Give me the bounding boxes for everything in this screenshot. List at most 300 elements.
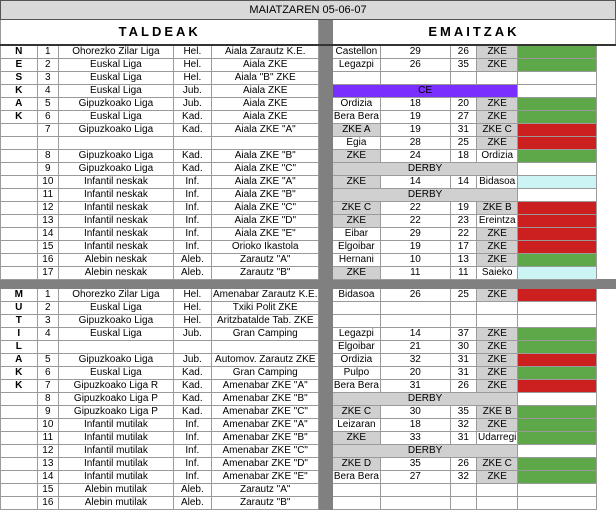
away-team: Ereintza xyxy=(477,215,518,228)
home-team: Bera Bera xyxy=(333,111,379,122)
column-separator xyxy=(319,341,332,354)
result-status-indicator xyxy=(518,458,597,471)
group-letter xyxy=(1,254,38,267)
table-row xyxy=(1,367,616,380)
column-separator xyxy=(319,45,332,59)
home-team: Hernani xyxy=(332,254,380,267)
table-row xyxy=(1,202,616,215)
match-note: DERBY xyxy=(332,393,517,406)
group-letter: U xyxy=(1,302,38,315)
home-team: Egia xyxy=(332,137,380,150)
group-letter: L xyxy=(1,341,38,354)
group-letter xyxy=(1,124,38,137)
away-team xyxy=(477,302,518,315)
result-status-indicator xyxy=(518,98,597,111)
away-team: ZKE xyxy=(477,380,518,393)
column-separator xyxy=(319,393,332,406)
league-name: Gipuzkoako Liga xyxy=(59,150,174,163)
table-row xyxy=(1,215,616,228)
match-note: DERBY xyxy=(332,445,517,458)
league-name: Infantil neskak xyxy=(59,241,174,254)
away-score: 18 xyxy=(450,150,476,163)
column-separator xyxy=(319,98,332,111)
team-name: Gran Camping xyxy=(211,367,319,380)
team-number: 14 xyxy=(37,228,59,241)
column-separator xyxy=(319,20,332,46)
table-row xyxy=(1,328,616,341)
column-separator xyxy=(319,315,332,328)
group-letter xyxy=(1,228,38,241)
header-emaitzak: EMAITZAK xyxy=(332,20,615,46)
result-status-indicator xyxy=(518,176,597,189)
title-row xyxy=(1,1,616,20)
group-letter: S xyxy=(1,72,38,85)
team-name: Aiala ZKE "A" xyxy=(211,124,319,137)
away-score: 31 xyxy=(450,432,476,445)
away-team: ZKE xyxy=(477,111,518,124)
team-name: Aiala ZKE "A" xyxy=(211,176,319,189)
league-name: Euskal Liga xyxy=(59,328,174,341)
header-taldeak: TALDEAK xyxy=(1,20,319,46)
team-name: Aiala ZKE "E" xyxy=(211,228,319,241)
result-status-indicator xyxy=(518,393,597,406)
result-status-indicator xyxy=(518,111,597,124)
home-team xyxy=(332,302,380,315)
home-team: Elgoibar xyxy=(332,241,380,254)
away-score: 32 xyxy=(450,419,476,432)
result-status-indicator xyxy=(518,59,597,72)
column-separator xyxy=(319,354,332,367)
team-number xyxy=(37,137,59,150)
team-name: Aiala ZKE "D" xyxy=(211,215,319,228)
away-team xyxy=(477,315,518,328)
category: Inf. xyxy=(173,458,211,471)
table-row xyxy=(1,72,616,85)
group-letter: I xyxy=(1,328,38,341)
sheet-title: MAIATZAREN 05-06-07 xyxy=(1,1,616,20)
category: Kad. xyxy=(173,163,211,176)
group-letter xyxy=(1,471,38,484)
away-score: 25 xyxy=(450,289,476,302)
category: Hel. xyxy=(173,59,211,72)
group-letter xyxy=(1,189,38,202)
column-separator xyxy=(319,163,332,176)
team-number: 8 xyxy=(37,393,59,406)
team-number: 9 xyxy=(37,163,59,176)
category: Kad. xyxy=(173,406,211,419)
column-separator xyxy=(319,241,332,254)
home-team xyxy=(332,72,380,85)
team-name: Amenabar ZKE "A" xyxy=(211,380,319,393)
league-name: Infantil mutilak xyxy=(59,419,174,432)
home-score: 14 xyxy=(380,328,450,341)
team-number: 13 xyxy=(37,215,59,228)
table-row xyxy=(1,406,616,419)
away-score: 32 xyxy=(450,471,476,484)
section-divider xyxy=(1,280,616,289)
group-letter xyxy=(1,137,38,150)
group-letter xyxy=(1,202,38,215)
away-team: Saieko xyxy=(477,267,518,280)
league-name: Ohorezko Zilar Liga xyxy=(59,45,174,59)
table-row xyxy=(1,189,616,202)
team-name: Aiala Zarautz K.E. xyxy=(211,45,319,59)
team-name: Zarautz "B" xyxy=(211,497,319,510)
team-name: Aiala ZKE xyxy=(211,111,319,124)
team-number: 10 xyxy=(37,176,59,189)
league-name: Alebin mutilak xyxy=(59,497,174,510)
league-name: Infantil neskak xyxy=(59,215,174,228)
result-status-indicator xyxy=(518,228,597,241)
home-team: ZKE xyxy=(332,215,380,228)
team-number: 11 xyxy=(37,189,59,202)
group-letter xyxy=(1,176,38,189)
result-status-indicator xyxy=(518,354,597,367)
category: Kad. xyxy=(173,367,211,380)
away-team: ZKE xyxy=(477,341,518,354)
column-separator xyxy=(319,380,332,393)
away-team: ZKE xyxy=(477,471,518,484)
column-separator xyxy=(319,328,332,341)
category: Kad. xyxy=(173,393,211,406)
home-team: Pulpo xyxy=(332,367,380,380)
category: Aleb. xyxy=(173,497,211,510)
result-status-indicator xyxy=(518,367,597,380)
league-name: Euskal Liga xyxy=(59,367,174,380)
home-team: ZKE C xyxy=(332,202,380,215)
category: Kad. xyxy=(173,380,211,393)
result-status-indicator xyxy=(518,45,597,59)
result-status-indicator xyxy=(518,72,597,85)
column-separator xyxy=(319,189,332,202)
result-status-indicator xyxy=(518,85,597,98)
group-letter: A xyxy=(1,98,38,111)
team-number: 5 xyxy=(37,354,59,367)
group-letter xyxy=(1,215,38,228)
league-name: Alebin neskak xyxy=(59,267,174,280)
away-team: Udarregi xyxy=(478,432,517,443)
group-letter xyxy=(1,241,38,254)
league-name: Gipuzkoako Liga xyxy=(59,315,174,328)
league-name: Gipuzkoako Liga P xyxy=(59,406,174,419)
column-separator xyxy=(319,176,332,189)
team-name: Aiala ZKE xyxy=(211,85,319,98)
group-letter: K xyxy=(1,85,38,98)
league-name: Infantil mutilak xyxy=(59,432,174,445)
column-separator xyxy=(319,432,332,445)
divider-cell xyxy=(1,280,616,289)
league-name: Gipuzkoako Liga P xyxy=(59,393,174,406)
league-name: Alebin mutilak xyxy=(59,484,174,497)
team-number: 4 xyxy=(37,85,59,98)
category: Inf. xyxy=(173,176,211,189)
group-letter: E xyxy=(1,59,38,72)
team-name: Aiala ZKE "C" xyxy=(211,202,319,215)
result-status-indicator xyxy=(518,150,597,163)
result-status-indicator xyxy=(518,137,597,150)
column-separator xyxy=(319,367,332,380)
result-status-indicator xyxy=(518,189,597,202)
table-row xyxy=(1,59,616,72)
category: Kad. xyxy=(173,111,211,124)
result-status-indicator xyxy=(518,406,597,419)
group-letter: T xyxy=(1,315,38,328)
away-score xyxy=(450,484,476,497)
category: Inf. xyxy=(173,471,211,484)
column-separator xyxy=(319,228,332,241)
team-name: Aiala ZKE "B" xyxy=(211,189,319,202)
team-name: Aritzbatalde Tab. ZKE xyxy=(211,315,319,328)
away-team: ZKE xyxy=(477,328,518,341)
team-name: Amenabar ZKE "B" xyxy=(211,432,319,445)
result-status-indicator xyxy=(518,419,597,432)
team-number: 7 xyxy=(37,124,59,137)
away-score: 35 xyxy=(450,406,476,419)
category: Inf. xyxy=(173,445,211,458)
group-letter xyxy=(1,432,38,445)
team-number: 16 xyxy=(37,254,59,267)
league-name: Euskal Liga xyxy=(59,302,174,315)
result-status-indicator xyxy=(518,471,597,484)
away-score: 25 xyxy=(450,137,476,150)
table-row xyxy=(1,445,616,458)
category: Kad. xyxy=(173,150,211,163)
category: Hel. xyxy=(173,302,211,315)
league-name: Infantil mutilak xyxy=(59,458,174,471)
team-number: 7 xyxy=(37,380,59,393)
match-note: DERBY xyxy=(332,163,517,176)
team-number: 13 xyxy=(37,458,59,471)
away-team: ZKE xyxy=(477,367,518,380)
team-name: Amenabar ZKE "B" xyxy=(211,393,319,406)
league-name: Euskal Liga xyxy=(59,72,174,85)
column-separator xyxy=(319,419,332,432)
table-row xyxy=(1,458,616,471)
category: Hel. xyxy=(173,315,211,328)
home-score: 24 xyxy=(380,150,450,163)
away-score: 19 xyxy=(450,202,476,215)
away-team: ZKE B xyxy=(477,202,518,215)
league-name: Gipuzkoako Liga xyxy=(59,163,174,176)
team-name: Aiala ZKE "B" xyxy=(211,150,319,163)
away-team xyxy=(477,72,518,85)
column-separator xyxy=(319,254,332,267)
team-number: 6 xyxy=(37,111,59,124)
home-score xyxy=(380,72,450,85)
team-name: Amenabar ZKE "E" xyxy=(211,471,319,484)
category: Kad. xyxy=(173,124,211,137)
team-number: 2 xyxy=(37,59,59,72)
team-name: Amenabar ZKE "C" xyxy=(211,445,319,458)
category: Inf. xyxy=(173,241,211,254)
home-score xyxy=(380,484,450,497)
home-score: 20 xyxy=(380,367,450,380)
league-name: Infantil mutilak xyxy=(59,471,174,484)
result-status-indicator xyxy=(518,124,597,137)
home-team: Bidasoa xyxy=(332,289,380,302)
table-row xyxy=(1,241,616,254)
away-score: 11 xyxy=(450,267,476,280)
home-team: ZKE xyxy=(332,267,380,280)
table-row xyxy=(1,315,616,328)
home-team xyxy=(332,497,380,510)
table-row xyxy=(1,85,616,98)
away-team: Ordizia xyxy=(477,150,518,163)
team-name: Amenabar Zarautz K.E. xyxy=(212,289,318,300)
team-number: 14 xyxy=(37,471,59,484)
team-name: Orioko Ikastola xyxy=(211,241,319,254)
home-team: Legazpi xyxy=(332,328,380,341)
home-score: 31 xyxy=(380,380,450,393)
column-separator xyxy=(319,458,332,471)
team-number: 12 xyxy=(37,445,59,458)
category xyxy=(173,341,211,354)
group-letter: M xyxy=(1,289,38,302)
away-score: 26 xyxy=(450,45,476,59)
table-row xyxy=(1,393,616,406)
category: Aleb. xyxy=(173,254,211,267)
team-number: 5 xyxy=(37,98,59,111)
away-team xyxy=(477,484,518,497)
team-name: Aiala ZKE xyxy=(211,98,319,111)
away-score: 27 xyxy=(450,111,476,124)
away-score xyxy=(450,315,476,328)
team-number: 1 xyxy=(37,45,59,59)
away-score: 31 xyxy=(450,124,476,137)
table-row xyxy=(1,111,616,124)
group-letter xyxy=(1,393,38,406)
table-row xyxy=(1,45,616,59)
home-score: 29 xyxy=(380,228,450,241)
category: Inf. xyxy=(173,189,211,202)
away-team: ZKE xyxy=(477,228,518,241)
category: Aleb. xyxy=(173,484,211,497)
away-team: ZKE xyxy=(477,254,518,267)
table-row xyxy=(1,163,616,176)
group-letter: N xyxy=(1,45,38,59)
result-status-indicator xyxy=(518,380,597,393)
team-number: 11 xyxy=(37,432,59,445)
home-team: ZKE A xyxy=(332,124,380,137)
home-score: 26 xyxy=(380,289,450,302)
away-score: 26 xyxy=(450,380,476,393)
home-team: Bera Bera xyxy=(333,380,379,391)
league-name: Euskal Liga xyxy=(59,85,174,98)
away-score xyxy=(450,302,476,315)
category: Inf. xyxy=(173,432,211,445)
home-score: 32 xyxy=(380,354,450,367)
result-status-indicator xyxy=(518,254,597,267)
result-status-indicator xyxy=(518,215,597,228)
away-team: ZKE C xyxy=(477,458,518,471)
home-score: 35 xyxy=(380,458,450,471)
group-letter xyxy=(1,458,38,471)
team-number: 17 xyxy=(37,267,59,280)
league-name: Infantil mutilak xyxy=(59,445,174,458)
team-number: 3 xyxy=(37,72,59,85)
column-separator xyxy=(319,267,332,280)
table-row xyxy=(1,228,616,241)
group-letter xyxy=(1,150,38,163)
column-separator xyxy=(319,497,332,510)
category: Hel. xyxy=(173,45,211,59)
home-team: ZKE D xyxy=(332,458,380,471)
team-number: 2 xyxy=(37,302,59,315)
league-name: Infantil neskak xyxy=(59,176,174,189)
away-score: 22 xyxy=(450,228,476,241)
home-team xyxy=(332,315,380,328)
home-team: Elgoibar xyxy=(332,341,380,354)
table-row xyxy=(1,497,616,510)
table-row xyxy=(1,302,616,315)
team-number xyxy=(37,341,59,354)
group-letter xyxy=(1,484,38,497)
team-number: 1 xyxy=(37,289,59,302)
result-status-indicator xyxy=(518,289,597,302)
table-row xyxy=(1,484,616,497)
column-separator xyxy=(319,302,332,315)
home-team: Eibar xyxy=(332,228,380,241)
league-name: Gipuzkoako Liga xyxy=(59,124,174,137)
home-score: 19 xyxy=(380,111,450,124)
home-score: 14 xyxy=(380,176,450,189)
away-score: 31 xyxy=(450,354,476,367)
home-score: 22 xyxy=(380,215,450,228)
column-separator xyxy=(319,137,332,150)
home-score: 28 xyxy=(380,137,450,150)
column-separator xyxy=(319,72,332,85)
column-separator xyxy=(319,406,332,419)
home-score: 26 xyxy=(380,59,450,72)
away-team: ZKE xyxy=(477,289,518,302)
home-score: 22 xyxy=(380,202,450,215)
team-number: 9 xyxy=(37,406,59,419)
column-separator xyxy=(319,111,332,124)
group-letter xyxy=(1,267,38,280)
group-letter xyxy=(1,419,38,432)
table-row xyxy=(1,354,616,367)
team-name: Zarautz "A" xyxy=(211,254,319,267)
table-row xyxy=(1,471,616,484)
group-letter xyxy=(1,497,38,510)
league-name: Infantil neskak xyxy=(59,189,174,202)
home-score: 18 xyxy=(380,419,450,432)
table-row xyxy=(1,432,616,445)
result-status-indicator xyxy=(518,341,597,354)
team-number: 15 xyxy=(37,241,59,254)
result-status-indicator xyxy=(518,163,597,176)
home-score: 33 xyxy=(380,432,450,445)
column-separator xyxy=(319,471,332,484)
table-row xyxy=(1,254,616,267)
category: Hel. xyxy=(173,289,211,302)
away-team: ZKE xyxy=(477,45,518,59)
column-separator xyxy=(319,124,332,137)
team-name xyxy=(211,137,319,150)
home-score: 19 xyxy=(380,241,450,254)
away-score: 30 xyxy=(450,341,476,354)
home-team: Castellon xyxy=(332,45,380,59)
home-score: 29 xyxy=(380,45,450,59)
team-name: Aiala ZKE xyxy=(211,59,319,72)
home-score xyxy=(380,302,450,315)
team-number: 8 xyxy=(37,150,59,163)
category: Inf. xyxy=(173,202,211,215)
league-name: Euskal Liga xyxy=(59,59,174,72)
group-letter xyxy=(1,406,38,419)
table-row xyxy=(1,137,616,150)
result-status-indicator xyxy=(518,302,597,315)
